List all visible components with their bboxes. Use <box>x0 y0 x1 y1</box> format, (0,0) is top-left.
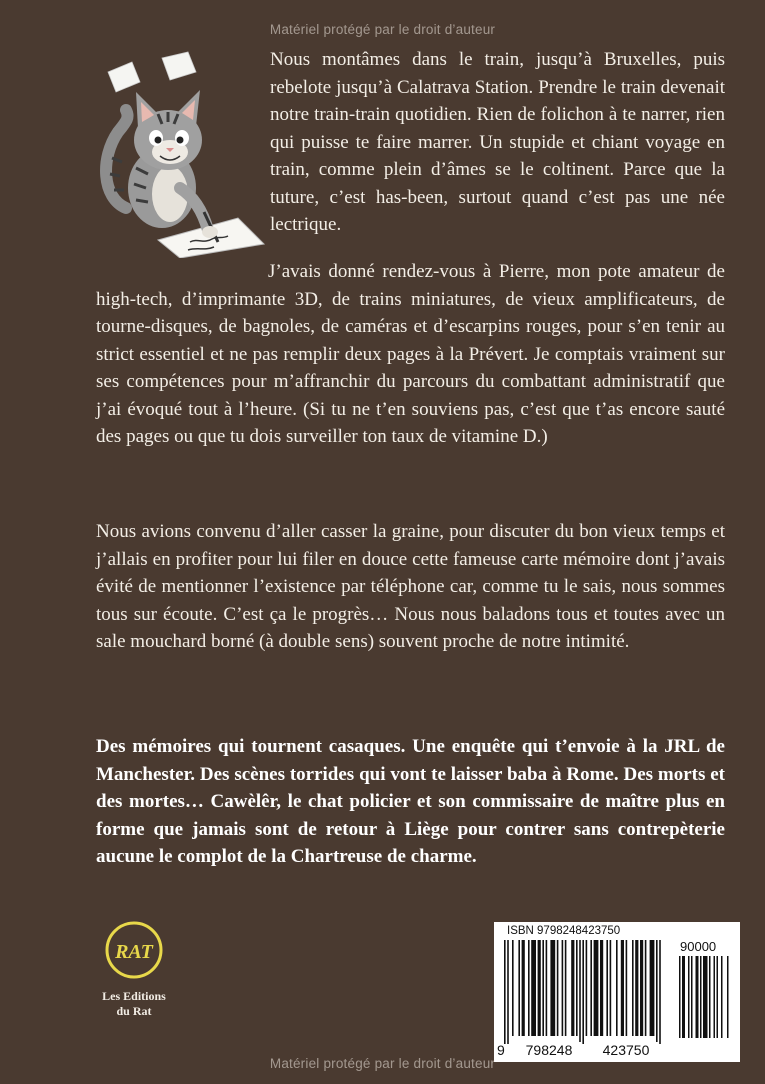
isbn-barcode <box>494 922 740 1062</box>
barcode-bar <box>696 956 699 1038</box>
barcode-bar <box>594 940 599 1036</box>
writing-cat-illustration <box>96 48 266 258</box>
paragraph-train-journey: Nous montâmes dans le train, jusqu’à Bruxelles, puis rebelote jusqu’à Calatrava Station. Prendre le train devenait notre train-train quotidien. Rien de folichon à te narrer, rien qui puisse te faire marrer. Un stupide et chiant voyage en train, comme plein d’âmes se le coltinent. Parce que la tuture, c’est has-been, surtout quand c’est pas une née lectrique. <box>270 49 725 235</box>
barcode-bar <box>590 940 592 1036</box>
barcode-bar <box>640 940 643 1036</box>
barcode-bar <box>616 940 618 1036</box>
barcode-bar <box>621 940 624 1036</box>
barcode-bar <box>504 940 506 1044</box>
publisher-logo <box>104 920 164 980</box>
barcode-bar <box>727 956 729 1038</box>
barcode-bar <box>531 940 536 1036</box>
barcode-bar <box>721 956 723 1038</box>
publisher-name <box>78 989 190 1019</box>
barcode-bar <box>635 940 638 1036</box>
barcode-bar <box>688 956 690 1038</box>
isbn-label: ISBN 9798248423750 <box>507 925 621 937</box>
barcode-bar <box>565 940 567 1036</box>
barcode-bar <box>717 956 719 1038</box>
barcode-bar <box>538 940 541 1036</box>
barcode-bar <box>691 956 693 1038</box>
barcode-digit-group-1: 798248 <box>516 1042 582 1058</box>
barcode-bar <box>714 956 716 1038</box>
barcode-bar <box>679 956 681 1038</box>
barcode-bar <box>659 940 661 1044</box>
barcode-bar <box>626 940 628 1036</box>
barcode-bar <box>522 940 525 1036</box>
barcode-bar <box>632 940 634 1036</box>
addon-bars <box>679 956 729 1038</box>
svg-text:RAT: RAT <box>115 941 153 963</box>
barcode-bar <box>507 940 509 1044</box>
barcode-bar <box>528 940 530 1036</box>
barcode-bar <box>571 940 574 1036</box>
paragraph-memory-card: Nous avions convenu d’aller casser la graine, pour discuter du bon vieux temps et j’allais en profiter pour lui filer en douce cette fameuse carte mémoire dont j’avais évité de mentionner l’existence par téléphone car, comme tu le sais, nous sommes tous sur écoute. C’est ça le progrès… Nous nous baladons tous et toutes avec un sale mouchard borné (à double sens) souvent proche de notre intimité. <box>96 521 725 652</box>
barcode-bar <box>582 940 584 1044</box>
barcode-bar <box>512 940 514 1036</box>
barcode-bar <box>610 940 612 1036</box>
barcode-bar <box>700 956 702 1038</box>
ean13-bars <box>504 940 664 1044</box>
barcode-bar <box>542 940 544 1036</box>
barcode-bar <box>650 940 655 1036</box>
price-code: 90000 <box>680 939 717 954</box>
copyright-watermark-bottom: Matériel protégé par le droit d’auteur <box>269 1056 496 1071</box>
barcode-bar <box>550 940 555 1036</box>
barcode-bar <box>656 940 658 1044</box>
barcode-bar <box>709 956 711 1038</box>
barcode-bar <box>579 940 581 1044</box>
barcode-bar <box>518 940 520 1036</box>
barcode-bar <box>645 940 647 1036</box>
copyright-watermark-top: Matériel protégé par le droit d’auteur <box>269 22 496 37</box>
barcode-bar <box>703 956 708 1038</box>
barcode-bar <box>557 940 559 1036</box>
barcode-bar <box>562 940 564 1036</box>
blurb-summary: Des mémoires qui tournent casaques. Une enquête qui t’envoie à la JRL de Manchester. Des scènes torrides qui vont te laisser baba à Rome. Des morts et des mortes… Cawèlêr, le chat policier et son commissaire de maître plus en forme que jamais sont de retour à Liège pour contrer sans contrepèterie aucune le complot de la Chartreuse de charme. <box>96 736 725 867</box>
paragraph-meeting-pierre: J’avais donné rendez-vous à Pierre, mon pote amateur de high-tech, d’imprimante 3D, de trains miniatures, de vieux amplificateurs, de tourne-disques, de bagnoles, de caméras et d’escarpins rouges, pour s’en tenir au strict essentiel et ne pas remplir deux pages à la Prévert. Je comptais vraiment sur ses compétences pour m’affranchir du parcours du combattant administratif que j’ai évoqué tout à l’heure. (Si tu ne t’en souviens pas, c’est que t’as encore sauté des pages ou que tu dois surveiller ton taux de vitamine D.) <box>96 261 725 447</box>
barcode-bar <box>586 940 588 1036</box>
publisher-name-line2: du Rat <box>116 1004 152 1018</box>
barcode-bar <box>600 940 603 1036</box>
barcode-digit-group-2: 423750 <box>593 1042 659 1058</box>
publisher-name-line1: Les Editions <box>102 989 166 1003</box>
barcode-bar <box>546 940 548 1036</box>
barcode-bar <box>576 940 578 1036</box>
barcode-bar <box>682 956 685 1038</box>
barcode-bar <box>606 940 608 1036</box>
barcode-digit-first: 9 <box>497 1042 505 1058</box>
